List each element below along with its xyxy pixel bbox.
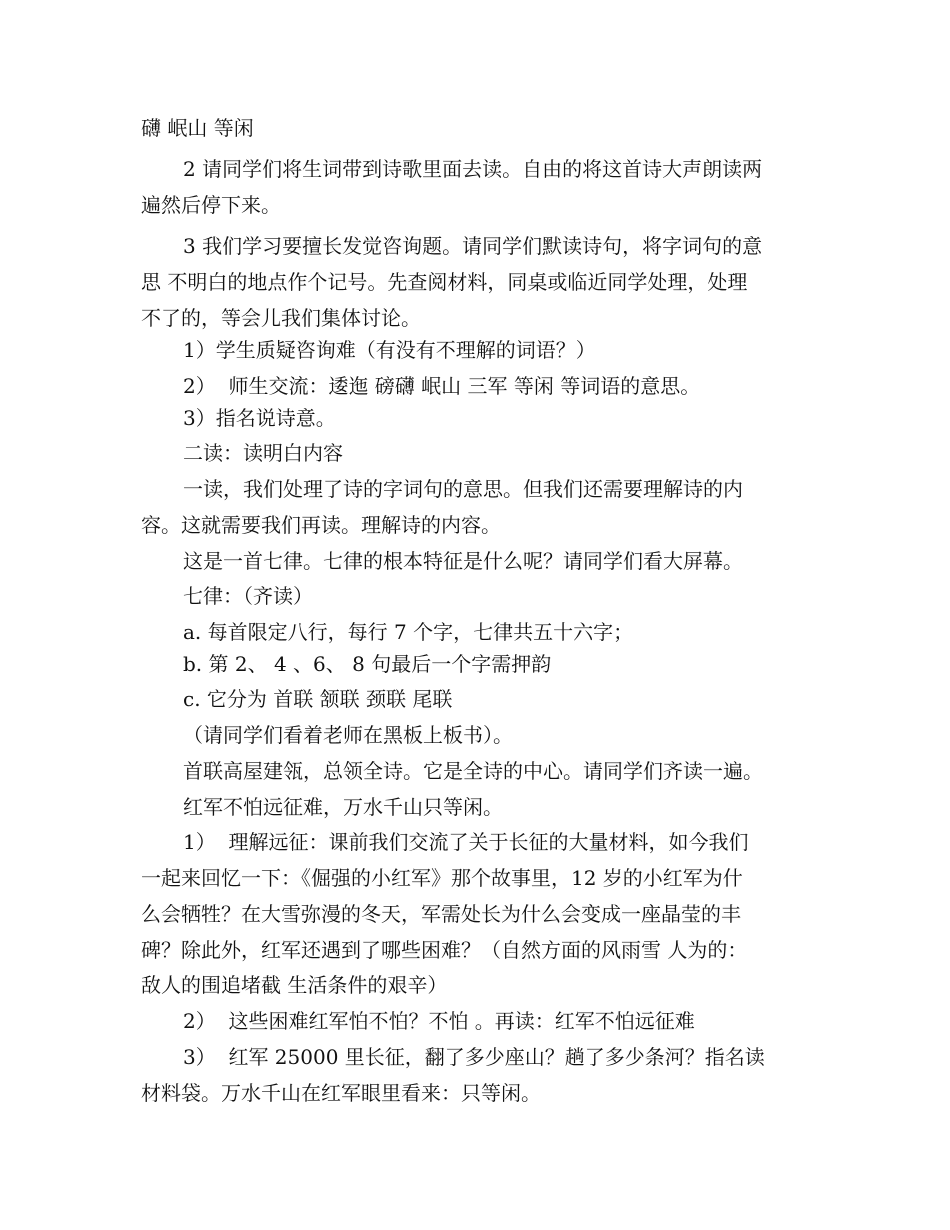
text-line: 么会牺牲？在大雪弥漫的冬天，军需处长为什么会变成一座晶莹的丰 xyxy=(141,902,741,926)
text-line: 1）学生质疑咨询难（有没有不理解的词语？） xyxy=(183,338,596,362)
text-line: b. 第 2、 4 、6、 8 句最后一个字需押韵 xyxy=(183,652,552,676)
text-line: 3）指名说诗意。 xyxy=(183,406,336,430)
text-line: 敌人的围追堵截 生活条件的艰辛） xyxy=(141,973,448,997)
text-line: 思 不明白的地点作个记号。先查阅材料，同桌或临近同学处理，处理 xyxy=(141,270,748,294)
text-line: 遍然后停下来。 xyxy=(141,193,281,217)
text-line: 2 请同学们将生词带到诗歌里面去读。自由的将这首诗大声朗读两 xyxy=(183,157,763,181)
text-line: 3 我们学习要擅长发觉咨询题。请同学们默读诗句，将字词句的意 xyxy=(183,234,763,258)
text-line: 红军不怕远征难，万水千山只等闲。 xyxy=(183,795,503,819)
text-line: c. 它分为 首联 颔联 颈联 尾联 xyxy=(183,687,453,711)
text-line: 材料袋。万水千山在红军眼里看来：只等闲。 xyxy=(141,1081,541,1105)
text-line: 2） 这些困难红军怕不怕？不怕 。再读：红军不怕远征难 xyxy=(183,1009,695,1033)
text-line: 1） 理解远征：课前我们交流了关于长征的大量材料，如今我们 xyxy=(183,830,749,854)
text-line: a. 每首限定八行，每行 7 个字，七律共五十六字； xyxy=(183,620,634,644)
text-line: 容。这就需要我们再读。理解诗的内容。 xyxy=(141,513,501,537)
text-line: 七律：（齐读） xyxy=(183,584,313,608)
text-line: 这是一首七律。七律的根本特征是什么呢？请同学们看大屏幕。 xyxy=(183,549,743,573)
text-line: 首联高屋建瓴，总领全诗。它是全诗的中心。请同学们齐读一遍。 xyxy=(183,759,763,783)
text-line: 3） 红军 25000 里长征，翻了多少座山？趟了多少条河？指名读 xyxy=(183,1045,765,1069)
text-line: 不了的，等会儿我们集体讨论。 xyxy=(141,306,421,330)
text-line: 一起来回忆一下：《倔强的小红军》那个故事里，12 岁的小红军为什 xyxy=(141,866,743,890)
text-line: 礴 岷山 等闲 xyxy=(141,116,254,140)
text-line: 碑？除此外，红军还遇到了哪些困难？（自然方面的风雨雪 人为的： xyxy=(141,938,748,962)
text-line: 一读，我们处理了诗的字词句的意思。但我们还需要理解诗的内 xyxy=(183,477,743,501)
text-line: 2） 师生交流：逶迤 磅礴 岷山 三军 等闲 等词语的意思。 xyxy=(183,374,701,398)
text-line: （请同学们看着老师在黑板上板书）。 xyxy=(183,723,513,747)
text-line: 二读：读明白内容 xyxy=(183,441,343,465)
